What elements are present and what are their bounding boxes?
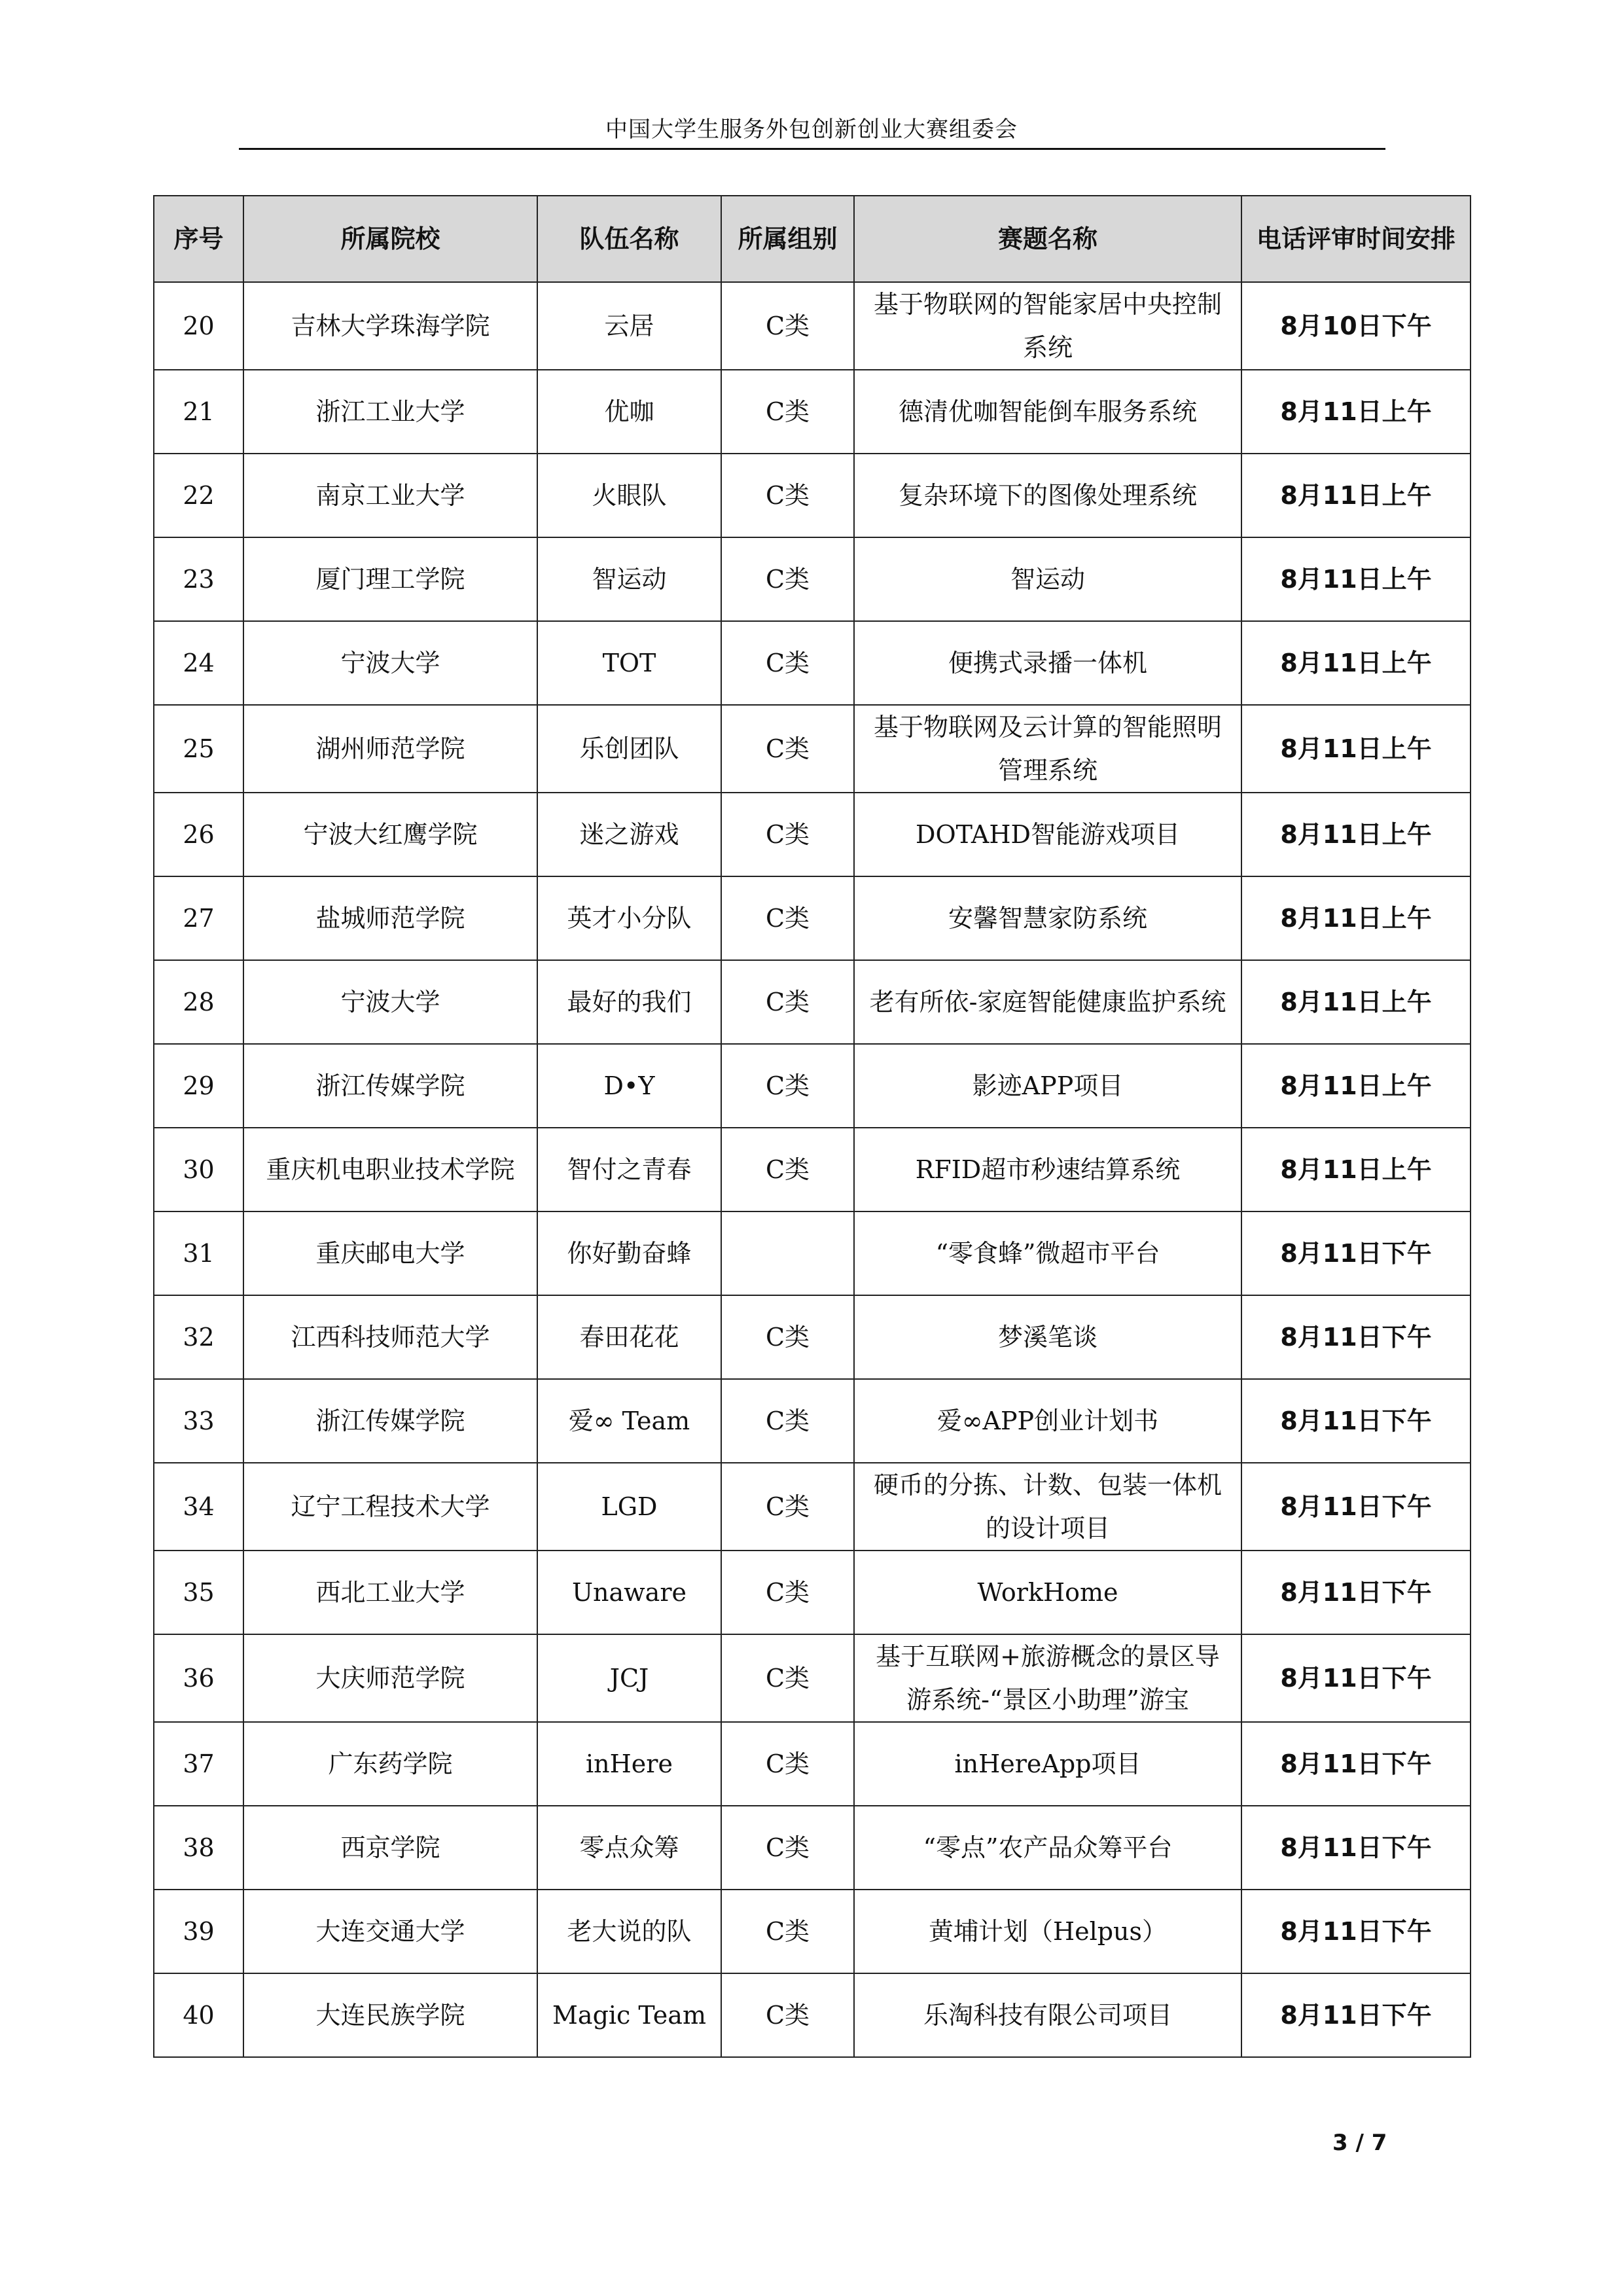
cell-time: 8月11日上午	[1241, 537, 1471, 621]
cell-group	[721, 1211, 854, 1295]
cell-group: C类	[721, 282, 854, 370]
cell-time: 8月11日下午	[1241, 1295, 1471, 1379]
table-row	[154, 1295, 1471, 1379]
cell-school: 吉林大学珠海学院	[243, 282, 537, 370]
review-schedule-table	[153, 195, 1471, 2058]
cell-time: 8月11日上午	[1241, 1128, 1471, 1211]
cell-topic: 基于互联网+旅游概念的景区导游系统-“景区小助理”游宝	[854, 1634, 1241, 1722]
cell-school: 宁波大红鹰学院	[243, 793, 537, 876]
page-header-title: 中国大学生服务外包创新创业大赛组委会	[605, 117, 1018, 143]
cell-school: 湖州师范学院	[243, 705, 537, 793]
table-row	[154, 960, 1471, 1044]
table-row	[154, 1044, 1471, 1128]
table-row	[154, 621, 1471, 705]
cell-no: 34	[154, 1463, 243, 1551]
cell-time: 8月11日下午	[1241, 1722, 1471, 1806]
header-team: 队伍名称	[537, 196, 721, 282]
cell-team: 乐创团队	[537, 705, 721, 793]
cell-school: 浙江传媒学院	[243, 1044, 537, 1128]
cell-topic: RFID超市秒速结算系统	[854, 1128, 1241, 1211]
cell-topic: 影迹APP项目	[854, 1044, 1241, 1128]
header-no: 序号	[154, 196, 243, 282]
cell-school: 宁波大学	[243, 621, 537, 705]
cell-team: LGD	[537, 1463, 721, 1551]
cell-time: 8月11日上午	[1241, 454, 1471, 537]
cell-topic: 德清优咖智能倒车服务系统	[854, 370, 1241, 454]
cell-topic: 梦溪笔谈	[854, 1295, 1241, 1379]
cell-group: C类	[721, 1044, 854, 1128]
cell-school: 厦门理工学院	[243, 537, 537, 621]
header-group: 所属组别	[721, 196, 854, 282]
cell-team: Magic Team	[537, 1973, 721, 2057]
table-row	[154, 537, 1471, 621]
cell-team: 火眼队	[537, 454, 721, 537]
cell-group: C类	[721, 1551, 854, 1634]
cell-no: 35	[154, 1551, 243, 1634]
cell-topic: 乐淘科技有限公司项目	[854, 1973, 1241, 2057]
cell-time: 8月11日上午	[1241, 370, 1471, 454]
cell-time: 8月11日上午	[1241, 793, 1471, 876]
cell-time: 8月11日上午	[1241, 876, 1471, 960]
cell-topic: 硬币的分拣、计数、包装一体机的设计项目	[854, 1463, 1241, 1551]
cell-time: 8月11日上午	[1241, 705, 1471, 793]
cell-school: 宁波大学	[243, 960, 537, 1044]
cell-team: 优咖	[537, 370, 721, 454]
table-row	[154, 1890, 1471, 1973]
cell-group: C类	[721, 1973, 854, 2057]
cell-team: 春田花花	[537, 1295, 721, 1379]
cell-no: 30	[154, 1128, 243, 1211]
cell-school: 重庆邮电大学	[243, 1211, 537, 1295]
cell-time: 8月11日下午	[1241, 1973, 1471, 2057]
header-time: 电话评审时间安排	[1241, 196, 1471, 282]
table-row	[154, 1379, 1471, 1463]
cell-group: C类	[721, 1128, 854, 1211]
cell-no: 27	[154, 876, 243, 960]
cell-no: 32	[154, 1295, 243, 1379]
cell-topic: 基于物联网的智能家居中央控制系统	[854, 282, 1241, 370]
cell-time: 8月10日下午	[1241, 282, 1471, 370]
table-row	[154, 1973, 1471, 2057]
header-school: 所属院校	[243, 196, 537, 282]
cell-team: inHere	[537, 1722, 721, 1806]
cell-team: D•Y	[537, 1044, 721, 1128]
cell-school: 浙江传媒学院	[243, 1379, 537, 1463]
table-row	[154, 454, 1471, 537]
cell-topic: DOTAHD智能游戏项目	[854, 793, 1241, 876]
cell-team: 迷之游戏	[537, 793, 721, 876]
cell-team: 英才小分队	[537, 876, 721, 960]
cell-group: C类	[721, 621, 854, 705]
cell-time: 8月11日上午	[1241, 621, 1471, 705]
cell-time: 8月11日上午	[1241, 960, 1471, 1044]
cell-time: 8月11日下午	[1241, 1551, 1471, 1634]
cell-topic: inHereApp项目	[854, 1722, 1241, 1806]
cell-no: 33	[154, 1379, 243, 1463]
cell-no: 22	[154, 454, 243, 537]
cell-no: 23	[154, 537, 243, 621]
cell-topic: 老有所依-家庭智能健康监护系统	[854, 960, 1241, 1044]
cell-school: 辽宁工程技术大学	[243, 1463, 537, 1551]
cell-group: C类	[721, 1890, 854, 1973]
cell-time: 8月11日下午	[1241, 1806, 1471, 1890]
cell-school: 广东药学院	[243, 1722, 537, 1806]
cell-time: 8月11日下午	[1241, 1211, 1471, 1295]
cell-no: 36	[154, 1634, 243, 1722]
table-row	[154, 876, 1471, 960]
table-row	[154, 793, 1471, 876]
cell-team: Unaware	[537, 1551, 721, 1634]
cell-group: C类	[721, 1295, 854, 1379]
table-row	[154, 1722, 1471, 1806]
cell-no: 39	[154, 1890, 243, 1973]
cell-school: 盐城师范学院	[243, 876, 537, 960]
cell-no: 31	[154, 1211, 243, 1295]
cell-no: 26	[154, 793, 243, 876]
cell-school: 大连民族学院	[243, 1973, 537, 2057]
cell-group: C类	[721, 1634, 854, 1722]
cell-time: 8月11日下午	[1241, 1463, 1471, 1551]
cell-topic: “零点”农产品众筹平台	[854, 1806, 1241, 1890]
cell-team: 你好勤奋蜂	[537, 1211, 721, 1295]
cell-no: 28	[154, 960, 243, 1044]
cell-no: 29	[154, 1044, 243, 1128]
cell-time: 8月11日上午	[1241, 1044, 1471, 1128]
cell-topic: WorkHome	[854, 1551, 1241, 1634]
table-row	[154, 370, 1471, 454]
page-number: 3 / 7	[1332, 2130, 1387, 2156]
cell-team: 智运动	[537, 537, 721, 621]
cell-team: JCJ	[537, 1634, 721, 1722]
cell-topic: 安馨智慧家防系统	[854, 876, 1241, 960]
table-row	[154, 1551, 1471, 1634]
cell-no: 38	[154, 1806, 243, 1890]
cell-no: 20	[154, 282, 243, 370]
cell-team: 老大说的队	[537, 1890, 721, 1973]
cell-group: C类	[721, 1379, 854, 1463]
table-row	[154, 1211, 1471, 1295]
cell-no: 40	[154, 1973, 243, 2057]
cell-team: 零点众筹	[537, 1806, 721, 1890]
cell-time: 8月11日下午	[1241, 1379, 1471, 1463]
header-topic: 赛题名称	[854, 196, 1241, 282]
cell-time: 8月11日下午	[1241, 1890, 1471, 1973]
cell-group: C类	[721, 876, 854, 960]
cell-school: 江西科技师范大学	[243, 1295, 537, 1379]
cell-group: C类	[721, 705, 854, 793]
cell-group: C类	[721, 537, 854, 621]
cell-topic: 基于物联网及云计算的智能照明管理系统	[854, 705, 1241, 793]
cell-group: C类	[721, 454, 854, 537]
cell-group: C类	[721, 1463, 854, 1551]
cell-group: C类	[721, 960, 854, 1044]
table-header-row	[154, 196, 1471, 282]
cell-topic: “零食蜂”微超市平台	[854, 1211, 1241, 1295]
cell-no: 37	[154, 1722, 243, 1806]
cell-topic: 智运动	[854, 537, 1241, 621]
cell-topic: 黄埔计划（Helpus）	[854, 1890, 1241, 1973]
cell-school: 大连交通大学	[243, 1890, 537, 1973]
cell-school: 大庆师范学院	[243, 1634, 537, 1722]
table-row	[154, 1463, 1471, 1551]
cell-group: C类	[721, 1722, 854, 1806]
cell-group: C类	[721, 1806, 854, 1890]
cell-school: 南京工业大学	[243, 454, 537, 537]
cell-team: TOT	[537, 621, 721, 705]
cell-group: C类	[721, 793, 854, 876]
cell-no: 25	[154, 705, 243, 793]
table-row	[154, 282, 1471, 370]
table-row	[154, 1128, 1471, 1211]
header-divider	[239, 148, 1385, 150]
cell-team: 智付之青春	[537, 1128, 721, 1211]
cell-no: 21	[154, 370, 243, 454]
cell-time: 8月11日下午	[1241, 1634, 1471, 1722]
cell-team: 云居	[537, 282, 721, 370]
cell-no: 24	[154, 621, 243, 705]
cell-team: 爱∞ Team	[537, 1379, 721, 1463]
table-row	[154, 1634, 1471, 1722]
cell-topic: 便携式录播一体机	[854, 621, 1241, 705]
cell-team: 最好的我们	[537, 960, 721, 1044]
cell-school: 西北工业大学	[243, 1551, 537, 1634]
cell-school: 重庆机电职业技术学院	[243, 1128, 537, 1211]
cell-topic: 复杂环境下的图像处理系统	[854, 454, 1241, 537]
cell-group: C类	[721, 370, 854, 454]
table-row	[154, 1806, 1471, 1890]
cell-school: 浙江工业大学	[243, 370, 537, 454]
cell-topic: 爱∞APP创业计划书	[854, 1379, 1241, 1463]
table-row	[154, 705, 1471, 793]
cell-school: 西京学院	[243, 1806, 537, 1890]
